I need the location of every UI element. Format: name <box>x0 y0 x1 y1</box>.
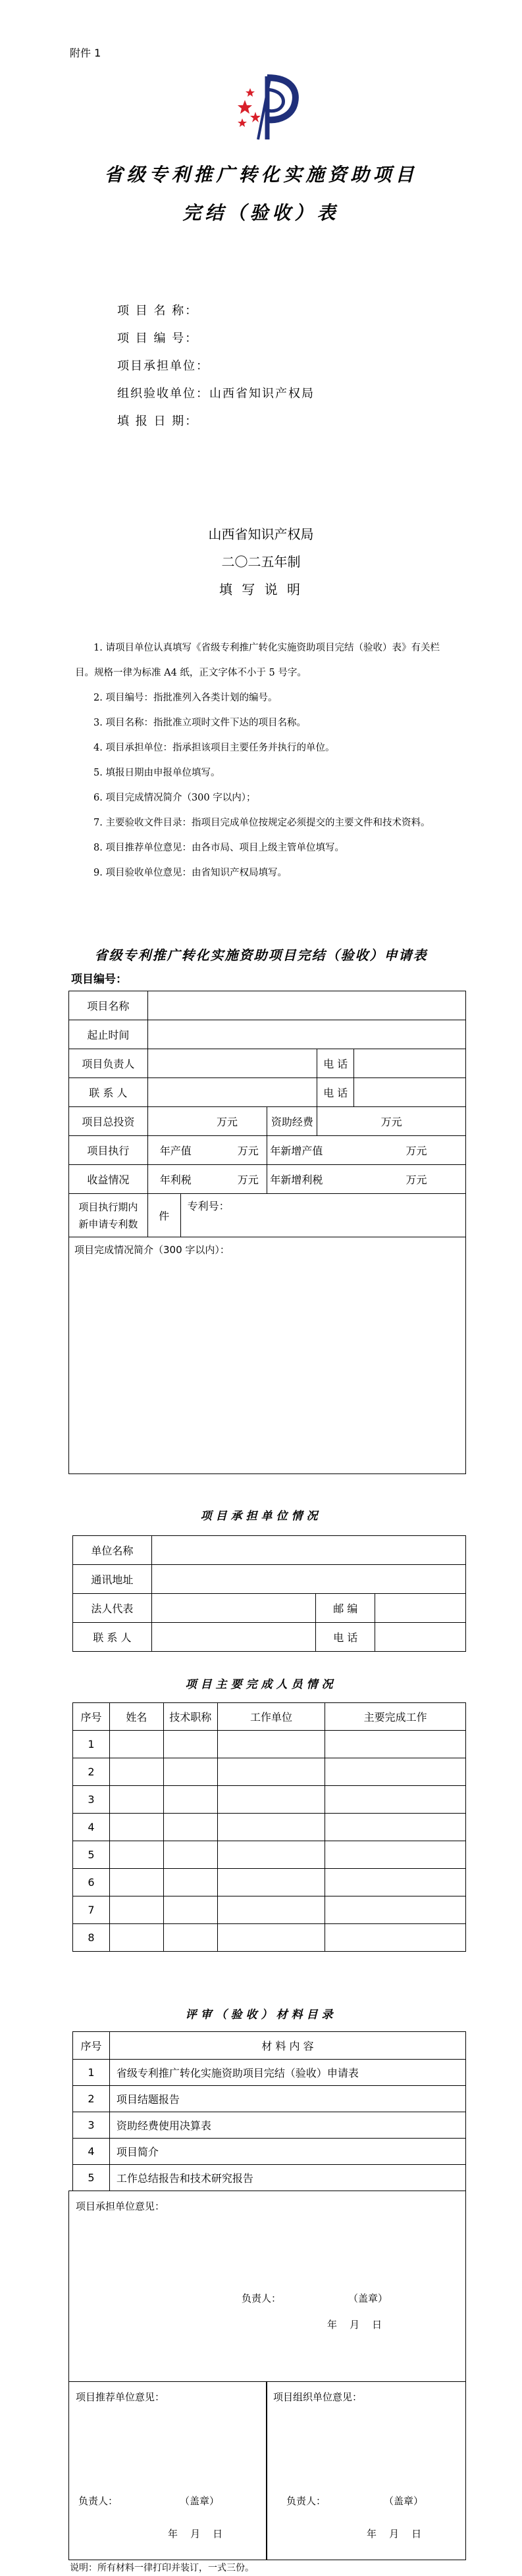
label-legal-rep: 法人代表 <box>73 1594 152 1623</box>
label-undertaker-contact: 联 系 人 <box>73 1623 152 1652</box>
instructions-title: 填 写 说 明 <box>219 582 303 597</box>
undertaker-opinion-label: 项目承担单位意见： <box>76 2200 165 2212</box>
personnel-table <box>72 1702 466 1952</box>
cell-input[interactable] <box>325 1758 466 1786</box>
cell-input[interactable] <box>217 1814 325 1841</box>
organizer-opinion-box[interactable] <box>266 2381 466 2560</box>
organizer-opinion-label: 项目组织单位意见： <box>273 2391 363 2403</box>
input-contact[interactable] <box>147 1078 317 1107</box>
seal-label: （盖章） <box>384 2495 424 2507</box>
table-row <box>73 1814 466 1841</box>
cover-title-line1: 省级专利推广转化实施资助项目 <box>104 164 418 186</box>
application-title: 省级专利推广转化实施资助项目完结（验收）申请表 <box>94 947 428 963</box>
cell-input[interactable] <box>109 1896 163 1924</box>
signer-label: 负责人： <box>242 2292 282 2304</box>
input-patent-count[interactable]: 件 <box>147 1194 180 1237</box>
instruction-item: 9. 项目验收单位意见：由省知识产权局填写。 <box>93 868 287 878</box>
materials-header-no: 序号 <box>73 2032 110 2060</box>
input-leader[interactable] <box>147 1049 317 1078</box>
cell-input[interactable] <box>217 1896 325 1924</box>
undertaker-table <box>72 1535 466 1652</box>
cell-input[interactable] <box>109 1758 163 1786</box>
table-row <box>73 2139 466 2165</box>
label-benefit: 收益情况 <box>69 1165 148 1194</box>
label-execution: 项目执行 <box>69 1136 148 1165</box>
label-phone-2: 电 话 <box>317 1078 354 1107</box>
table-row <box>73 2086 466 2112</box>
row-no: 2 <box>73 1758 110 1786</box>
application-table <box>68 991 466 1474</box>
date-label: 年 月 日 <box>327 2319 382 2331</box>
cell-input[interactable] <box>109 1731 163 1758</box>
undertaker-opinion-box[interactable] <box>68 2191 466 2381</box>
table-row <box>73 1786 466 1814</box>
cover-title-line2: 完结（验收）表 <box>182 202 340 224</box>
input-undertaker-contact[interactable] <box>151 1623 316 1652</box>
input-phone[interactable] <box>354 1049 466 1078</box>
cell-input[interactable] <box>325 1814 466 1841</box>
cell-input[interactable] <box>163 1896 217 1924</box>
row-no: 4 <box>73 1814 110 1841</box>
cell-input[interactable] <box>217 1924 325 1952</box>
label-postcode: 邮 编 <box>316 1594 375 1623</box>
input-address[interactable] <box>151 1565 465 1594</box>
input-annual-output[interactable]: 年产值 万元 <box>147 1136 267 1165</box>
recommend-opinion-box[interactable] <box>68 2381 267 2560</box>
cell-input[interactable] <box>163 1814 217 1841</box>
cell-input[interactable] <box>217 1786 325 1814</box>
row-no: 8 <box>73 1924 110 1952</box>
row-no: 7 <box>73 1896 110 1924</box>
table-row <box>73 2060 466 2086</box>
label-period: 起止时间 <box>69 1020 148 1049</box>
cover-issuer: 山西省知识产权局 <box>208 526 314 542</box>
row-no: 2 <box>73 2086 110 2112</box>
instruction-item: 1. 请项目单位认真填写《省级专利推广转化实施资助项目完结（验收）表》有关栏目。规格一律为标准 A4 纸，正文字体不小于 5 号字。 <box>75 643 440 678</box>
cell-input[interactable] <box>325 1924 466 1952</box>
project-no-label: 项目编号： <box>71 973 127 986</box>
instruction-item: 5. 填报日期由申报单位填写。 <box>93 768 221 778</box>
input-subsidy[interactable]: 万元 <box>317 1107 466 1136</box>
label-project-name: 项目名称 <box>69 991 148 1020</box>
row-no: 5 <box>73 1841 110 1869</box>
signer-label: 负责人： <box>78 2495 118 2507</box>
row-no: 1 <box>73 1731 110 1758</box>
row-no: 1 <box>73 2060 110 2086</box>
header-no: 序号 <box>73 1703 110 1731</box>
materials-title: 评审（验收）材料目录 <box>185 2008 337 2021</box>
cell-input[interactable] <box>217 1869 325 1896</box>
materials-table <box>72 2031 466 2191</box>
input-project-name[interactable] <box>147 991 465 1020</box>
header-work-unit: 工作单位 <box>217 1703 325 1731</box>
table-row <box>73 1841 466 1869</box>
cover-field-project-no: 项 目 编 号： <box>117 332 199 345</box>
input-unit-name[interactable] <box>151 1536 465 1565</box>
date-label: 年 月 日 <box>367 2528 422 2540</box>
table-row <box>73 1731 466 1758</box>
undertaker-title: 项目承担单位情况 <box>200 1510 322 1523</box>
header-name: 姓名 <box>109 1703 163 1731</box>
cell-input[interactable] <box>163 1924 217 1952</box>
table-row <box>73 1869 466 1896</box>
cell-input[interactable] <box>217 1731 325 1758</box>
label-undertaker-phone: 电 话 <box>316 1623 375 1652</box>
input-undertaker-phone[interactable] <box>375 1623 466 1652</box>
label-subsidy: 资助经费 <box>267 1107 317 1136</box>
instruction-item: 6. 项目完成情况简介（300 字以内）； <box>93 793 256 803</box>
table-row <box>73 1758 466 1786</box>
cell-input[interactable] <box>109 1841 163 1869</box>
material-item: 工作总结报告和技术研究报告 <box>109 2165 465 2191</box>
personnel-title: 项目主要完成人员情况 <box>185 1678 337 1691</box>
instruction-item: 7. 主要验收文件目录：指项目完成单位按规定必须提交的主要文件和技术资料。 <box>93 818 431 828</box>
cell-input[interactable] <box>217 1841 325 1869</box>
cover-field-acceptance-unit: 组织验收单位：山西省知识产权局 <box>117 387 315 401</box>
date-label: 年 月 日 <box>168 2528 223 2540</box>
cell-input[interactable] <box>163 1731 217 1758</box>
input-total-invest[interactable]: 万元 <box>147 1107 267 1136</box>
table-row <box>73 2112 466 2139</box>
header-main-work: 主要完成工作 <box>325 1703 466 1731</box>
input-phone-2[interactable] <box>354 1078 466 1107</box>
table-row <box>73 1896 466 1924</box>
signer-label: 负责人： <box>286 2495 326 2507</box>
attachment-label: 附件 1 <box>70 47 101 59</box>
cell-input[interactable] <box>163 1841 217 1869</box>
header-title: 技术职称 <box>163 1703 217 1731</box>
input-postcode[interactable] <box>375 1594 466 1623</box>
row-no: 3 <box>73 2112 110 2139</box>
instruction-item: 2. 项目编号：指批准列入各类计划的编号。 <box>93 693 278 703</box>
row-no: 6 <box>73 1869 110 1896</box>
seal-label: （盖章） <box>348 2292 388 2304</box>
instruction-item: 3. 项目名称：指批准立项时文件下达的项目名称。 <box>93 718 306 728</box>
row-no: 4 <box>73 2139 110 2165</box>
input-summary[interactable]: 项目完成情况简介（300 字以内）： <box>69 1237 466 1474</box>
cell-input[interactable] <box>325 1896 466 1924</box>
cnipa-logo-icon <box>229 71 301 143</box>
table-row <box>73 2165 466 2191</box>
cell-input[interactable] <box>109 1814 163 1841</box>
seal-label: （盖章） <box>180 2495 220 2507</box>
instruction-item: 8. 项目推荐单位意见：由各市局、项目上级主管单位填写。 <box>93 843 344 853</box>
cell-input[interactable] <box>325 1786 466 1814</box>
cell-input[interactable] <box>163 1869 217 1896</box>
cell-input[interactable] <box>217 1758 325 1786</box>
cover-field-project-name: 项 目 名 称： <box>117 304 199 318</box>
label-patent-count: 项目执行期内 新申请专利数 <box>69 1194 148 1237</box>
label-address: 通讯地址 <box>73 1565 152 1594</box>
input-new-output[interactable]: 年新增产值 万元 <box>267 1136 466 1165</box>
label-leader: 项目负责人 <box>69 1049 148 1078</box>
footer-note: 说明：所有材料一律打印并装订，一式三份。 <box>70 2563 254 2573</box>
instructions-list <box>75 635 457 885</box>
cell-input[interactable] <box>109 1924 163 1952</box>
input-patent-no[interactable]: 专利号： <box>180 1194 465 1237</box>
instruction-item: 4. 项目承担单位：指承担该项目主要任务并执行的单位。 <box>93 743 335 753</box>
cell-input[interactable] <box>163 1786 217 1814</box>
cell-input[interactable] <box>325 1869 466 1896</box>
input-period[interactable] <box>147 1020 465 1049</box>
cover-field-undertaker: 项目承担单位： <box>117 359 209 373</box>
row-no: 5 <box>73 2165 110 2191</box>
input-legal-rep[interactable] <box>151 1594 316 1623</box>
table-row <box>73 1924 466 1952</box>
row-no: 3 <box>73 1786 110 1814</box>
cell-input[interactable] <box>325 1731 466 1758</box>
cell-input[interactable] <box>325 1841 466 1869</box>
material-item: 项目简介 <box>109 2139 465 2165</box>
input-annual-tax[interactable]: 年利税 万元 <box>147 1165 267 1194</box>
label-phone: 电 话 <box>317 1049 354 1078</box>
input-new-tax[interactable]: 年新增利税 万元 <box>267 1165 466 1194</box>
material-item: 资助经费使用决算表 <box>109 2112 465 2139</box>
cell-input[interactable] <box>109 1869 163 1896</box>
recommend-opinion-label: 项目推荐单位意见： <box>76 2391 165 2403</box>
material-item: 项目结题报告 <box>109 2086 465 2112</box>
materials-header-content: 材 料 内 容 <box>109 2032 465 2060</box>
label-total-invest: 项目总投资 <box>69 1107 148 1136</box>
cover-field-date: 填 报 日 期： <box>117 414 199 428</box>
cover-year: 二〇二五年制 <box>221 554 301 570</box>
label-unit-name: 单位名称 <box>73 1536 152 1565</box>
cell-input[interactable] <box>163 1758 217 1786</box>
cell-input[interactable] <box>109 1786 163 1814</box>
label-contact: 联 系 人 <box>69 1078 148 1107</box>
material-item: 省级专利推广转化实施资助项目完结（验收）申请表 <box>109 2060 465 2086</box>
